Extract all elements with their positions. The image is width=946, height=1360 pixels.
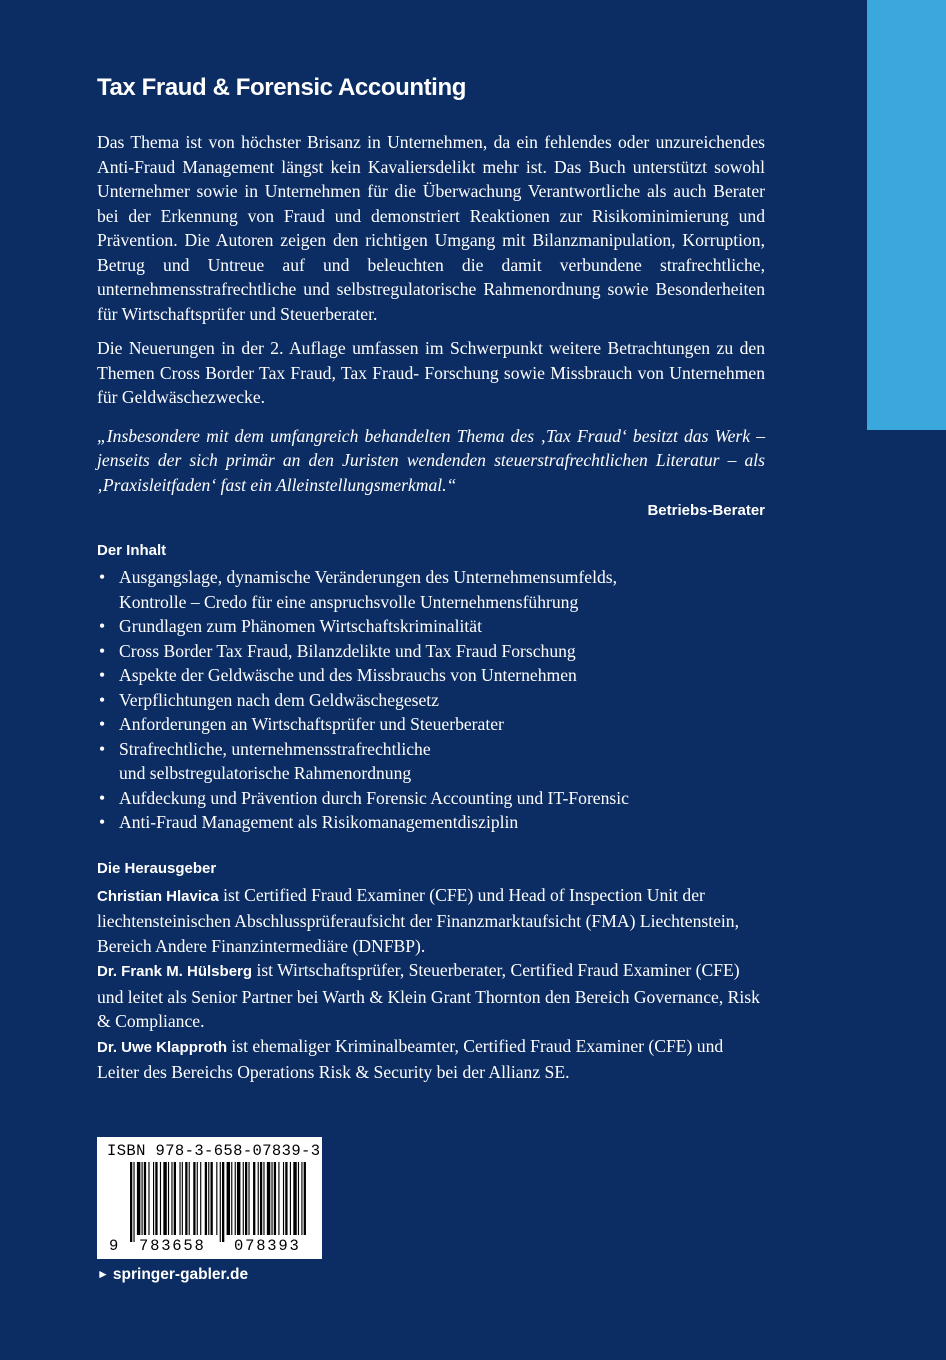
barcode-bar (253, 1162, 255, 1235)
barcode-bar (301, 1162, 302, 1235)
barcode-bar (222, 1162, 224, 1242)
barcode-bar (278, 1162, 279, 1235)
barcode-bar (260, 1162, 262, 1235)
barcode-bar (208, 1162, 209, 1235)
editor-description: ist Wirtschaftsprüfer, Steuerberater, Certified Fraud Examiner (CFE) und leitet als Senior Partner bei Warth & Klein Grant Thornton den Bereich Governance, Risk & Compliance. (97, 960, 760, 1031)
barcode-bar (227, 1162, 230, 1235)
accent-side-tab (867, 0, 946, 430)
editors-heading: Die Herausgeber (97, 859, 217, 877)
contents-item (97, 688, 765, 713)
barcode-bar (197, 1162, 198, 1235)
barcode-bar (174, 1162, 176, 1235)
barcode-bar (245, 1162, 247, 1235)
barcode-digit-first: 9 (109, 1237, 121, 1255)
contents-item-line: und selbstregulatorische Rahmenordnung (119, 763, 412, 783)
contents-item (97, 663, 765, 688)
barcode-bar (283, 1162, 284, 1235)
contents-item (97, 614, 765, 639)
barcode-bar (130, 1162, 132, 1242)
bullet-icon: • (99, 616, 106, 636)
review-source: Betriebs-Berater (647, 502, 765, 519)
book-title: Tax Fraud & Forensic Accounting (97, 74, 466, 101)
barcode-bar (258, 1162, 259, 1235)
review-quote: „Insbesondere mit dem umfangreich behandelten Thema des ‚Tax Fraud‘ besitzt das Werk – jenseits der sich primär an den Juristen wendenden steuerstrafrechtlichen Literatur – als ‚Praxisleitfaden‘ fast ein Alleinstellungsmerkmal.“ (97, 425, 765, 495)
contents-item-line: Verpflichtungen nach dem Geldwäschegesetz (119, 689, 439, 710)
contents-item-line: Grundlagen zum Phänomen Wirtschaftskriminalität (119, 616, 482, 636)
isbn-label: ISBN 978-3-658-07839-3 (107, 1142, 321, 1160)
contents-list (97, 565, 765, 835)
contents-item (97, 786, 765, 811)
contents-item (97, 810, 765, 835)
contents-item (97, 639, 765, 664)
contents-item-line: Anti-Fraud Management als Risikomanagementdisziplin (119, 812, 519, 832)
barcode-bar (148, 1162, 149, 1235)
contents-item-line: Strafrechtliche, unternehmensstrafrechtliche (119, 738, 431, 759)
bullet-icon: • (99, 689, 106, 710)
barcode-bar (182, 1162, 183, 1235)
barcode-bar (144, 1162, 146, 1235)
barcode-bar (237, 1162, 240, 1235)
website-url: springer-gabler.de (112, 1266, 249, 1283)
editor-name: Dr. Frank M. Hülsberg (97, 963, 253, 980)
contents-item-line: Anforderungen an Wirtschaftsprüfer und Steuerberater (119, 714, 504, 734)
barcode-bar (133, 1162, 134, 1242)
barcode-bar (185, 1162, 187, 1235)
contents-item (97, 737, 765, 786)
barcode-bar (168, 1162, 169, 1235)
back-cover-text (97, 72, 765, 1085)
barcode-bar (220, 1162, 221, 1242)
editors-list (97, 883, 765, 1085)
barcode-bar (171, 1162, 172, 1235)
barcode-digits-right: 078393 (234, 1237, 301, 1255)
barcode-bar (216, 1162, 217, 1235)
barcode-bar (153, 1162, 154, 1235)
contents-item-line: Aspekte der Geldwäsche und des Missbrauchs von Unternehmen (119, 665, 577, 685)
barcode-digits (97, 1237, 322, 1257)
barcode-bar (267, 1162, 270, 1235)
contents-item-line: Ausgangslage, dynamische Veränderungen des Unternehmensumfelds, (119, 567, 618, 587)
barcode-bar (211, 1162, 213, 1235)
barcode-bar (263, 1162, 264, 1235)
editor-description: ist ehemaliger Kriminalbeamter, Certified Fraud Examiner (CFE) und Leiter des Bereichs Operations Risk & Security bei der Allianz SE. (97, 1035, 724, 1082)
barcode-bar (155, 1162, 157, 1235)
contents-item-line: Kontrolle – Credo für eine anspruchsvolle Unternehmensführung (119, 591, 579, 612)
barcode-bar (293, 1162, 296, 1235)
barcode-digits-left: 783658 (139, 1237, 206, 1255)
barcode-bar (235, 1162, 236, 1235)
barcode-bar (243, 1162, 244, 1235)
editor-bio (97, 1034, 765, 1085)
bullet-icon: • (99, 812, 106, 832)
publisher-website[interactable] (97, 1264, 248, 1285)
isbn-barcode (97, 1137, 322, 1259)
contents-item (97, 565, 765, 614)
editor-bio (97, 958, 765, 1034)
barcode-bar (271, 1162, 272, 1235)
barcode-bar (248, 1162, 249, 1235)
contents-item-line: Cross Border Tax Fraud, Bilanzdelikte und Tax Fraud Forschung (119, 640, 576, 661)
bullet-icon: • (99, 665, 106, 685)
contents-item (97, 712, 765, 737)
bullet-icon: • (99, 714, 106, 734)
barcode-bar (231, 1162, 232, 1235)
description-paragraph-2: Die Neuerungen in der 2. Auflage umfassen im Schwerpunkt weitere Betrachtungen zu den Themen Cross Border Tax Fraud, Tax Fraud- Forschung sowie Missbrauch von Unternehmen für Geldwäschezwecke. (97, 338, 765, 407)
editor-name: Christian Hlavica (97, 887, 219, 905)
contents-item-line: Aufdeckung und Prävention durch Forensic Accounting und IT-Forensic (119, 787, 629, 808)
barcode-bar (163, 1162, 166, 1235)
barcode-bar (160, 1162, 161, 1235)
barcode-bar (298, 1162, 299, 1235)
barcode-bar (179, 1162, 180, 1235)
barcode-bar (290, 1162, 291, 1235)
bullet-icon: • (99, 787, 106, 808)
editor-name: Dr. Uwe Klapproth (97, 1038, 228, 1056)
barcode-bar (137, 1162, 140, 1235)
barcode-bar (142, 1162, 143, 1235)
contents-heading: Der Inhalt (97, 542, 167, 559)
barcode-bar (205, 1162, 207, 1235)
bullet-icon: • (99, 640, 106, 661)
editor-bio (97, 883, 765, 959)
barcode-bar (285, 1162, 287, 1235)
barcode-bar (189, 1162, 190, 1235)
barcode-bar (200, 1162, 201, 1235)
editor-description: ist Certified Fraud Examiner (CFE) und Head of Inspection Unit der liechtensteinischen Abschlussprüferaufsicht der Finanzmarktaufsicht (FMA) Liechtenstein, Bereich Andere Finanzintermediäre (DNFBP). (97, 884, 739, 956)
bullet-icon: • (99, 738, 106, 759)
arrow-right-icon: ► (97, 1267, 109, 1281)
barcode-bar (193, 1162, 195, 1235)
barcode-bars (97, 1162, 322, 1242)
description-paragraph-1: Das Thema ist von höchster Brisanz in Unternehmen, da ein fehlendes oder unzureichendes Anti-Fraud Management längst kein Kavaliersdelikt mehr ist. Das Buch unterstützt sowohl Unternehmer sowie in Unternehmen für die Überwachung Verantwortliche als auch Berater bei der Erkennung von Fraud und demonstriert Reaktionen zur Risikominimierung und Prävention. Die Autoren zeigen den richtigen Umgang mit Bilanzmanipulation, Korruption, Betrug und Untreue auf und beleuchten die damit verbundene strafrechtliche, unternehmensstrafrechtliche und selbstregulatorische Rahmenordnung sowie Besonderheiten für Wirtschaftsprüfer und Steuerberater. (97, 132, 765, 324)
barcode-bar (274, 1162, 276, 1235)
bullet-icon: • (99, 567, 106, 587)
barcode-bar (304, 1162, 306, 1235)
